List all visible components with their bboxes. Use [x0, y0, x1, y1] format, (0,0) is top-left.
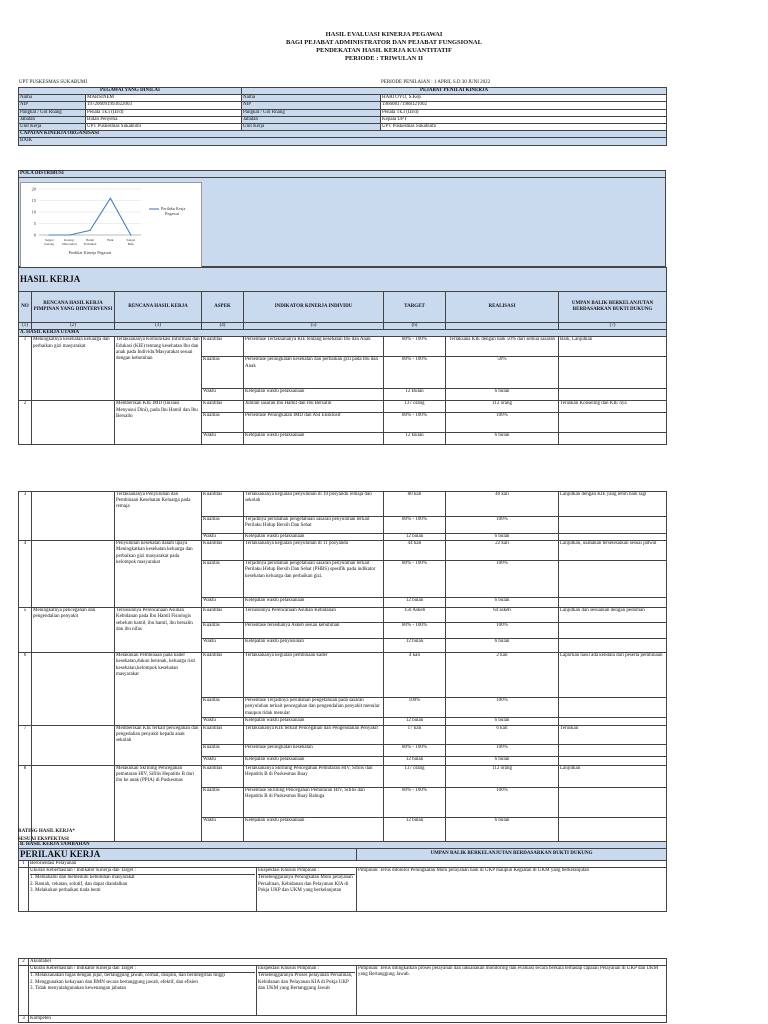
row-realisasi: 6 bulan — [446, 433, 559, 445]
row-aspek: Kuantitas — [202, 608, 244, 623]
chart-ytick-label: 5 — [33, 221, 36, 226]
pejabat-value: UPT Puskesmas Sukabumi — [381, 124, 667, 131]
row-realisasi: 2 kali — [446, 653, 559, 698]
chart-ytick-label: 20 — [31, 186, 36, 192]
row-no: 3 — [19, 492, 32, 541]
perilaku-name: Kompeten — [29, 1016, 667, 1023]
row-rencana: Terlaksananya Komunikasi Informasi dan Edukasi (KIE) tentang kesehatan Ibu dan anak pada Individu/Masyarakat sesuai dengan kebutuhan — [115, 337, 202, 401]
row-realisasi: 100% — [446, 787, 559, 817]
row-target: 80% - 100% — [384, 357, 446, 389]
row-umpan — [559, 817, 667, 841]
ukuran-item: 3. Tidak menyalahgunakan kewenangan jabatan — [30, 985, 126, 991]
chart-xtick-label: Baik — [127, 242, 134, 246]
perilaku-no: 2 — [19, 959, 29, 966]
chart-xtick-label: Perbaikan — [83, 242, 97, 246]
pegawai-label: Pangkat / Gol Ruang — [19, 109, 86, 116]
col-number — [446, 323, 559, 330]
doc-title-4: PERIODE : TRIWULAN II — [344, 55, 424, 62]
row-aspek: Kuantitas — [202, 725, 244, 744]
periode-label: PERIODE PENILAIAN : 1 APRIL S.D 30 JUNI 2022 — [381, 80, 491, 85]
col-number: (1) — [19, 323, 32, 330]
perilaku-ukuran — [29, 868, 257, 912]
row-no: 4 — [19, 541, 32, 608]
row-realisasi: 6 bulan — [446, 534, 559, 541]
row-indikator: Terjadinya perubahan pengetahuan sasaran penyuluhan terkait Perilaku Hidup Bersih Dan Sehat — [244, 517, 384, 534]
ukuran-label: Ukuran Keberhasilan / Indikator Kinerja dan Target : — [30, 868, 255, 875]
row-target: 17 kali — [384, 725, 446, 744]
chart-ytick-label: 0 — [33, 232, 36, 238]
perilaku-spacer — [19, 966, 29, 1016]
row-realisasi: 100% — [446, 517, 559, 534]
ukuran-label: Ukuran Keberhasilan / Indikator Kinerja dan Target : — [30, 966, 255, 973]
row-pimpinan — [32, 725, 115, 765]
perilaku-no: 3 — [19, 1016, 29, 1023]
capaian-value: BAIK — [19, 138, 667, 145]
perilaku-title: PERILAKU KERJA — [19, 849, 357, 861]
ukuran-item: 1. Melaksanakan tugas dengan jujur, bertanggung jawab, cermat, disiplin, dan berintegritas tinggi — [30, 973, 226, 979]
identity-table — [18, 87, 667, 146]
row-target: 100% — [384, 698, 446, 718]
row-umpan — [559, 744, 667, 756]
row-indikator: Terlaksananya kegiatan penyuluhan di 11 posyandu — [244, 541, 384, 561]
row-aspek: Kualitas — [202, 623, 244, 639]
table-row — [19, 765, 667, 787]
row-target: 12 bulan — [384, 756, 446, 765]
row-umpan — [559, 561, 667, 598]
rating-line-1: RATING HASIL KERJA* — [18, 829, 75, 834]
doc-title-2: BAGI PEJABAT ADMINISTRATOR DAN PEJABAT FUNGSIONAL — [286, 39, 482, 46]
perilaku-detail-row — [19, 966, 667, 1016]
row-umpan — [559, 717, 667, 725]
row-target: 137 orang — [384, 765, 446, 787]
row-indikator: Ketepatan waktu pelaksanaan — [244, 598, 384, 608]
col-number: (7) — [559, 323, 667, 330]
section-b: B. HASIL KERJA TAMBAHAN — [19, 841, 667, 848]
hasil-kerja-table-1 — [18, 267, 667, 445]
identity-row — [19, 109, 667, 116]
row-indikator: Tersusunnya Perencanaan Asuhan Kebidanan — [244, 608, 384, 623]
chart-point — [130, 234, 131, 235]
identity-row — [19, 116, 667, 123]
perilaku-ukuran — [29, 966, 257, 1016]
perilaku-ekspektasi — [257, 868, 357, 912]
row-umpan: Lanjutkan — [559, 765, 667, 787]
row-aspek: Kuantitas — [202, 401, 244, 413]
row-aspek: Kualitas — [202, 744, 244, 756]
chart-xtick-label: Sangat — [126, 238, 136, 242]
row-umpan — [559, 598, 667, 608]
pejabat-label: Nama — [242, 95, 381, 102]
row-rencana: Melakukan Pembinaan pada kader kesehatan,dukun beranak, keluarga risti kesehatan,kelompok kesehatan masyarakat — [115, 653, 202, 726]
col-realisasi: REALISASI — [446, 292, 559, 323]
row-indikator: Terlaksananya kegiatan pembinaan kader — [244, 653, 384, 698]
row-umpan — [559, 534, 667, 541]
hasil-kerja-title: HASIL KERJA — [19, 268, 667, 292]
perilaku-name: Akuntabel — [29, 959, 667, 966]
perilaku-umpan-title: UMPAN BALIK BERKELANJUTAN BERDASARKAN BUKTI DUKUNG — [357, 849, 667, 861]
row-aspek: Kuantitas — [202, 541, 244, 561]
row-rencana: Melakukan Skrining Pencegahan pemutaran HIV, Sifilis Hepatitis B dari ibu ke anak (PPIA) di Puskesmas — [115, 765, 202, 841]
chart-point — [110, 198, 111, 199]
pejabat-header: PEJABAT PENILAI KINERJA — [242, 88, 667, 95]
chart-xtick-label: Baik — [107, 238, 114, 242]
row-no: 2 — [19, 401, 32, 445]
row-umpan — [559, 623, 667, 639]
row-realisasi: 112 orang — [446, 401, 559, 413]
pejabat-label: Unit Kerja — [242, 124, 381, 131]
ukuran-item: 2. Menggunakan kekayaan dan BMN secara bertanggung jawab, efektif, dan efisien — [30, 979, 198, 985]
row-target: 12 Bulan — [384, 389, 446, 401]
row-realisasi: 6 bulan — [446, 389, 559, 401]
row-indikator: Terlaksananya KIE terkait Pencegahan dan Pengendalian Penyakit — [244, 725, 384, 744]
chart-xtick-label: Sangat — [44, 238, 54, 242]
pegawai-value: Bidan Penyelia — [86, 116, 242, 123]
row-indikator: Persentase peningkatan kesehatan dan perbaikan gizi pada Ibu dan Anak — [244, 357, 384, 389]
row-indikator: Ketepatan waktu pelaksanaan — [244, 433, 384, 445]
table-row — [19, 401, 667, 413]
row-realisasi: 112 orang — [446, 765, 559, 787]
perilaku-ekspektasi — [257, 966, 357, 1016]
row-aspek: Kualitas — [202, 413, 244, 433]
row-umpan — [559, 517, 667, 534]
rating-line-2: SESUAI EKSPEKTASI — [18, 837, 69, 842]
row-target: 80% - 100% — [384, 337, 446, 357]
col-number: (2) — [32, 323, 115, 330]
section-a: A. HASIL KERJA UTAMA — [19, 330, 667, 337]
distribution-chart — [20, 182, 202, 268]
pejabat-value: Kepala UPT — [381, 116, 667, 123]
pejabat-label: NIP — [242, 102, 381, 109]
col-pimpinan: RENCANA HASIL KERJA PIMPINAN YANG DIINTERVENSI — [32, 292, 115, 323]
ekspektasi-text: Terselenggaranya Peningkatan Mutu pelayanan Persalinan, Kebidanan dan Pelayanan KIA di Pokja UKP dan UKM yang berkelanjutan — [258, 875, 353, 893]
row-pimpinan: Meningkatnya kesehatan keluarga dan perbaikan gizi masyarakat — [32, 337, 115, 401]
row-aspek: Waktu — [202, 389, 244, 401]
col-target: TARGET — [384, 292, 446, 323]
row-realisasi: 100% — [446, 744, 559, 756]
row-target: 12 bulan — [384, 534, 446, 541]
row-aspek: Waktu — [202, 534, 244, 541]
chart-xtick-label: Misconduct — [62, 242, 78, 246]
pegawai-label: Unit Kerja — [19, 124, 86, 131]
ukuran-item: 2. Ramah, cekatan, solutif, dan dapat diandalkan — [30, 881, 128, 887]
chart-xtick-label: Butuh — [86, 238, 94, 242]
pegawai-value: MARSINEM — [86, 95, 242, 102]
chart-point — [49, 234, 50, 235]
chart-legend-label: Perilaku Kerja — [161, 206, 186, 211]
row-realisasi: 6 bulan — [446, 717, 559, 725]
chart-ytick-label: 15 — [31, 198, 36, 203]
row-realisasi: 6 bulan — [446, 756, 559, 765]
row-target: 44 kali — [384, 541, 446, 561]
row-indikator: Ketepatan waktu pelaksanaan — [244, 534, 384, 541]
row-pimpinan — [32, 492, 115, 541]
chart-legend-label: Pegawai — [165, 211, 180, 216]
pejabat-value: HARTOYO, S.Kep — [381, 95, 667, 102]
row-target: 4 kali — [384, 653, 446, 698]
pola-title: POLA DISTRIBUSI — [19, 171, 665, 178]
row-rencana: Penyuluhan kesehatan dalam upaya Meningkatkan kesehatan keluarga dan perbaikan gizi masyarakat pada kelompok masyarakat — [115, 541, 202, 608]
unit-label: UPT PUSKESMAS SUKABUMI — [19, 80, 87, 85]
row-umpan: Lanjutkan dan sesuaikan dengan pedoman — [559, 608, 667, 623]
row-no: 5 — [19, 608, 32, 653]
row-indikator: Ketepatan waktu penyusunan — [244, 639, 384, 653]
row-aspek: Waktu — [202, 433, 244, 445]
row-umpan — [559, 389, 667, 401]
col-no: NO — [19, 292, 32, 323]
row-indikator: Ketepatan waktu pelaksanaan — [244, 717, 384, 725]
identity-row — [19, 102, 667, 109]
col-number: (5) — [244, 323, 384, 330]
pejabat-value: Penata Tk.I (III/d) — [381, 109, 667, 116]
pegawai-value: Penata Tk.I (III/d) — [86, 109, 242, 116]
row-aspek: Kualitas — [202, 561, 244, 598]
row-umpan: Lanjutkan dengan KIE yang lebih baik lagi — [559, 492, 667, 517]
col-aspek: ASPEK — [202, 292, 244, 323]
col-number: (6) — [384, 323, 446, 330]
row-target: 80% - 100% — [384, 623, 446, 639]
perilaku-table-2 — [18, 958, 667, 1023]
row-pimpinan — [32, 653, 115, 726]
chart-series-line — [49, 198, 131, 235]
row-aspek: Kuantitas — [202, 653, 244, 698]
row-realisasi: 6 kali — [446, 725, 559, 744]
doc-title-3: PENDEKATAN HASIL KERJA KUANTITATIF — [316, 47, 452, 54]
row-aspek: Kualitas — [202, 357, 244, 389]
row-realisasi: 6 bulan — [446, 817, 559, 841]
row-umpan: Lanjutkan, usahakan terselesaikan sesuai jadwal — [559, 541, 667, 561]
row-aspek: Waktu — [202, 817, 244, 841]
chart-point — [69, 234, 70, 235]
row-target: 80% - 100% — [384, 413, 446, 433]
hasil-kerja-table-2 — [18, 491, 667, 859]
perilaku-umpan: Pimpinan: Terus ditingkatkan proses pelayanan dan laksanakan monitoring dan evaluasi secara berkala terhadap capaian Pelayanan di UKP dan UKM yang Bertanggung Jawab. — [357, 966, 667, 1016]
row-no: 6 — [19, 653, 32, 726]
row-indikator: Persentase peningkatan kesehatan — [244, 744, 384, 756]
row-umpan: Teruskan — [559, 725, 667, 744]
row-realisasi: 100% — [446, 413, 559, 433]
col-number: (3) — [115, 323, 202, 330]
perilaku-umpan: Pimpinan: Terus ditonitor Peningkatan Mutu pelayanan baik di UKP maupun Kegiatan di UKM yang berkelanjutan — [357, 868, 667, 912]
row-aspek: Kuantitas — [202, 492, 244, 517]
row-aspek: Kualitas — [202, 517, 244, 534]
row-target: 80 kali — [384, 492, 446, 517]
pegawai-value: 197206091993022003 — [86, 102, 242, 109]
col-umpan: UMPAN BALIK BERKELANJUTAN BERDASARKAN BUKTI DUKUNG — [559, 292, 667, 323]
row-target: 12 bulan — [384, 817, 446, 841]
row-indikator: Persentase Terlaksananya KIE tentang kesehatan Ibu dan Anak — [244, 337, 384, 357]
row-indikator: Ketepatan waktu pelaksanaan — [244, 817, 384, 841]
row-aspek: Kualitas — [202, 698, 244, 718]
row-umpan — [559, 698, 667, 718]
row-realisasi: 22 kali — [446, 541, 559, 561]
row-target: 80% - 100% — [384, 744, 446, 756]
row-umpan: Baik, Lanjutkan — [559, 337, 667, 357]
ekspektasi-label: Ekspektasi Khusus Pimpinan : — [258, 868, 355, 875]
table-row — [19, 608, 667, 623]
row-target: 12 bulan — [384, 598, 446, 608]
row-aspek: Kuantitas — [202, 765, 244, 787]
pegawai-label: Nama — [19, 95, 86, 102]
table-row — [19, 725, 667, 744]
doc-title-1: HASIL EVALUASI KINERJA PEGAWAI — [325, 31, 443, 38]
row-realisasi: 40 kali — [446, 492, 559, 517]
row-aspek: Waktu — [202, 598, 244, 608]
row-realisasi: 50% — [446, 357, 559, 389]
chart-point — [89, 230, 90, 231]
col-indikator: INDIKATOR KINERJA INDIVIDU — [244, 292, 384, 323]
chart-xtick-label: Kurang — [44, 242, 54, 246]
row-indikator: Persentase Peningkatan IMD dan ASI Eksklusif — [244, 413, 384, 433]
row-umpan — [559, 639, 667, 653]
row-no: 8 — [19, 765, 32, 841]
row-umpan: Teruskan Konseling dan KIE nya — [559, 401, 667, 413]
row-rencana: Terlaksananya Penyuluhan dan Pembinaan Kesehatan Keluarga pada remaja — [115, 492, 202, 541]
col-number: (4) — [202, 323, 244, 330]
chart-svg — [21, 183, 201, 267]
row-umpan — [559, 787, 667, 817]
pegawai-label: Jabatan — [19, 116, 86, 123]
row-pimpinan: Meningkatnya pencegahan dan pengendalian penyakit — [32, 608, 115, 653]
row-no: 1 — [19, 337, 32, 401]
row-aspek: Kualitas — [202, 787, 244, 817]
perilaku-name: Berorientasi Pelayanan — [29, 861, 667, 868]
pegawai-value: UPT Puskesmas Sukabumi — [86, 124, 242, 131]
row-rencana: Memberikan KIE terkait pencegahan dan pengedalian penyakit kepada anak sekolah — [115, 725, 202, 765]
pola-block — [18, 170, 666, 267]
row-rencana: Memberikan KIE IMD (Inisiasi Menyusui Dini), pada Ibu Hamil dan Ibu Bersalin — [115, 401, 202, 445]
row-indikator: Ketepatan waktu pelaksanaan — [244, 389, 384, 401]
row-target: 80% - 100% — [384, 787, 446, 817]
row-realisasi: Terlaksana KIE dengan baik 50% dari semua sasaran — [446, 337, 559, 357]
row-umpan — [559, 357, 667, 389]
chart-xtick-label: Kurang / — [63, 238, 76, 242]
table-row — [19, 653, 667, 698]
row-target: 80% - 100% — [384, 517, 446, 534]
row-indikator: Terlaksananya Skrining Pencegahan Pemutaran HIV, Sifilis dan Hepatitis B di Puskesmas Buay — [244, 765, 384, 787]
perilaku-row — [19, 1016, 667, 1023]
row-indikator: Persentase Terjadinya perubahan pengetahuan pada sasaran penyuluhan terkait pencegahan dan pengendalian penyakit menular maupun tidak menular — [244, 698, 384, 718]
pegawai-label: NIP — [19, 102, 86, 109]
identity-row — [19, 95, 667, 102]
row-umpan — [559, 756, 667, 765]
ukuran-item: 3. Melakukan perbaikan tiada henti — [30, 887, 101, 893]
pejabat-value: 196608171988121002 — [381, 102, 667, 109]
row-umpan — [559, 433, 667, 445]
row-realisasi: 100% — [446, 561, 559, 598]
perilaku-row — [19, 959, 667, 966]
row-target: 150 Askeb — [384, 608, 446, 623]
perilaku-detail-row — [19, 868, 667, 912]
row-indikator: Ketepatan waktu pelaksanaan — [244, 756, 384, 765]
table-row — [19, 492, 667, 517]
identity-row — [19, 124, 667, 131]
row-target: 12 bulan — [384, 717, 446, 725]
row-target: 12 Bulan — [384, 433, 446, 445]
table-row — [19, 337, 667, 357]
chart-ytick-label: 10 — [31, 209, 36, 215]
row-target: 80% - 100% — [384, 561, 446, 598]
ekspektasi-label: Ekspektasi Khusus Pimpinan : — [258, 966, 355, 973]
row-aspek: Waktu — [202, 756, 244, 765]
row-target: 12 bulan — [384, 639, 446, 653]
perilaku-table-1 — [18, 848, 667, 912]
row-indikator: Persentase Skrining Pencegahan Pemutaran HIV, Sifilis dan Hepatitis B di Puskesmas Buay Bahuga — [244, 787, 384, 817]
ukuran-item: 1. Memahami dan memenuhi kebutuhan masyarakat — [30, 875, 135, 881]
row-aspek: Kuantitas — [202, 337, 244, 357]
perilaku-no: 1 — [19, 861, 29, 868]
capaian-title: CAPAIAN KINERJA ORGANISASI — [19, 131, 667, 138]
row-aspek: Waktu — [202, 717, 244, 725]
table-row — [19, 541, 667, 561]
row-realisasi: 100% — [446, 698, 559, 718]
pegawai-header: PEGAWAI YANG DINILAI — [19, 88, 242, 95]
pejabat-label: Pangkat / Gol Ruang — [242, 109, 381, 116]
row-pimpinan — [32, 401, 115, 445]
ekspektasi-text: Terselenggaranya Proses pelayanan Persalinan, Kebidanan dan Pelayanan KIA di Pokja UKP dan UKM yang Bertanggung Jawab — [258, 973, 353, 991]
row-pimpinan — [32, 541, 115, 608]
row-umpan — [559, 413, 667, 433]
row-indikator: Persentase tersedianya Askeb sesuai kebutuhan — [244, 623, 384, 639]
row-rencana: Tersusunnya Perencanaan Asuhan Kebidanan pada Ibu Hamil Fisiologis sebelum hamil, ibu hamil, ibu bersalin dan ibu nifas — [115, 608, 202, 653]
row-umpan: Laporkan hasil ada kendala dari peserta pembinaan — [559, 653, 667, 698]
row-aspek: Waktu — [202, 639, 244, 653]
row-realisasi: 6 bulan — [446, 598, 559, 608]
chart-x-axis-label: Predikat Kinerja Pegawai — [68, 250, 112, 255]
row-indikator: Terlaksananya kegiatan penyuluhan di 10 posyandu remaja dan sekolah — [244, 492, 384, 517]
row-target: 137 orang — [384, 401, 446, 413]
row-no: 7 — [19, 725, 32, 765]
row-realisasi: 6 bulan — [446, 639, 559, 653]
row-indikator: Jumlah sasaran Ibu Hamil dan Ibu Bersalin — [244, 401, 384, 413]
row-realisasi: 64 askeb — [446, 608, 559, 623]
perilaku-row — [19, 861, 667, 868]
perilaku-spacer — [19, 868, 29, 912]
pejabat-label: Jabatan — [242, 116, 381, 123]
row-indikator: Terjadinya perubahan pengetahuan sasaran penyuluhan terkait Perilaku Hidup Bersih Dan Sehat (PHBS) spesifik pada indikator kesehatan keluarga dan perbaikan gizi. — [244, 561, 384, 598]
row-realisasi: 100% — [446, 623, 559, 639]
col-rencana: RENCANA HASIL KERJA — [115, 292, 202, 323]
